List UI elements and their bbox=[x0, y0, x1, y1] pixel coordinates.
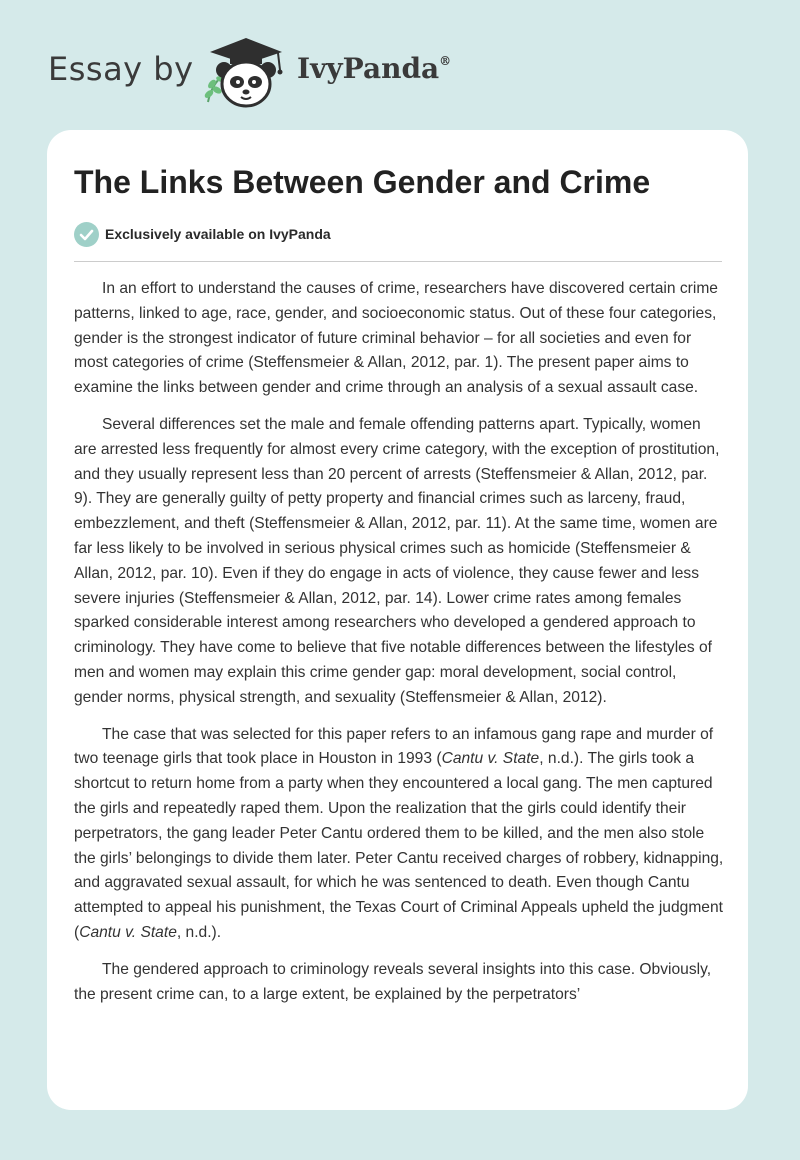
exclusive-badge bbox=[74, 221, 331, 247]
paragraph-2: Several differences set the male and female offending patterns apart. Typically, women are arrested less frequently for almost every crime category, with the exception of prostitution, and they usually represent less than 20 percent of arrests (Steffensmeier & Allan, 2012, par. 9). They are generally guilty of petty property and financial crimes such as larceny, fraud, embezzlement, and theft (Steffensmeier & Allan, 2012, par. 11). At the same time, women are far less likely to be involved in serious physical crimes such as homicide (Steffensmeier & Allan, 2012, par. 10). Even if they do engage in acts of violence, they cause fewer and less severe injuries (Steffensmeier & Allan, 2012, par. 14). Lower crime rates among females sparked considerable interest among researchers who developed a gendered approach to criminology. They have come to believe that five notable differences between the lifestyles of men and women may explain this crime gender gap: moral development, social control, gender norms, physical strength, and sexuality (Steffensmeier & Allan, 2012). bbox=[74, 415, 720, 706]
essay-body bbox=[74, 277, 726, 1019]
divider bbox=[74, 261, 722, 262]
site-header bbox=[0, 0, 800, 130]
panda-graduation-cap-logo[interactable] bbox=[200, 32, 290, 112]
essay-card bbox=[47, 130, 748, 1110]
essay-by-label: Essay by bbox=[48, 50, 194, 88]
paragraph-1: In an effort to understand the causes of crime, researchers have discovered certain crime patterns, linked to age, race, gender, and socioeconomic status. Out of these four categories, gender is the strongest indicator of future criminal behavior – for all societies and even for most categories of crime (Steffensmeier & Allan, 2012, par. 1). The present paper aims to examine the links between gender and crime through an analysis of a sexual assault case. bbox=[74, 280, 718, 397]
paragraph-4: The gendered approach to criminology reveals several insights into this case. Obviously, the present crime can, to a large extent, be explained by the perpetrators’ bbox=[74, 960, 712, 1003]
check-icon bbox=[74, 222, 99, 247]
case-citation: Cantu v. State bbox=[441, 750, 540, 768]
case-citation: Cantu v. State bbox=[79, 923, 177, 941]
paragraph-3: The case that was selected for this paper refers to an infamous gang rape and murder of two teenage girls that took place in Houston in 1993 (Cantu v. State, n.d.). The girls took a shortcut to return home from a party when they encountered a local gang. The men captured the girls and repeatedly raped them. Upon the realization that the girls could identify their perpetrators, the gang leader Peter Cantu ordered them to be killed, and the men also stole the girls’ belongings to divide them later. Peter Cantu received charges of robbery, kidnapping, and aggravated sexual assault, for which he was sentenced to death. Even though Cantu attempted to appeal his punishment, the Texas Court of Criminal Appeals upheld the judgment (Cantu v. State, n.d.). bbox=[74, 725, 724, 941]
exclusive-badge-text: Exclusively available on IvyPanda bbox=[105, 226, 331, 242]
registered-mark: ® bbox=[439, 54, 452, 68]
brand-name[interactable]: IvyPanda® bbox=[297, 52, 452, 85]
page-title: The Links Between Gender and Crime bbox=[74, 164, 651, 200]
